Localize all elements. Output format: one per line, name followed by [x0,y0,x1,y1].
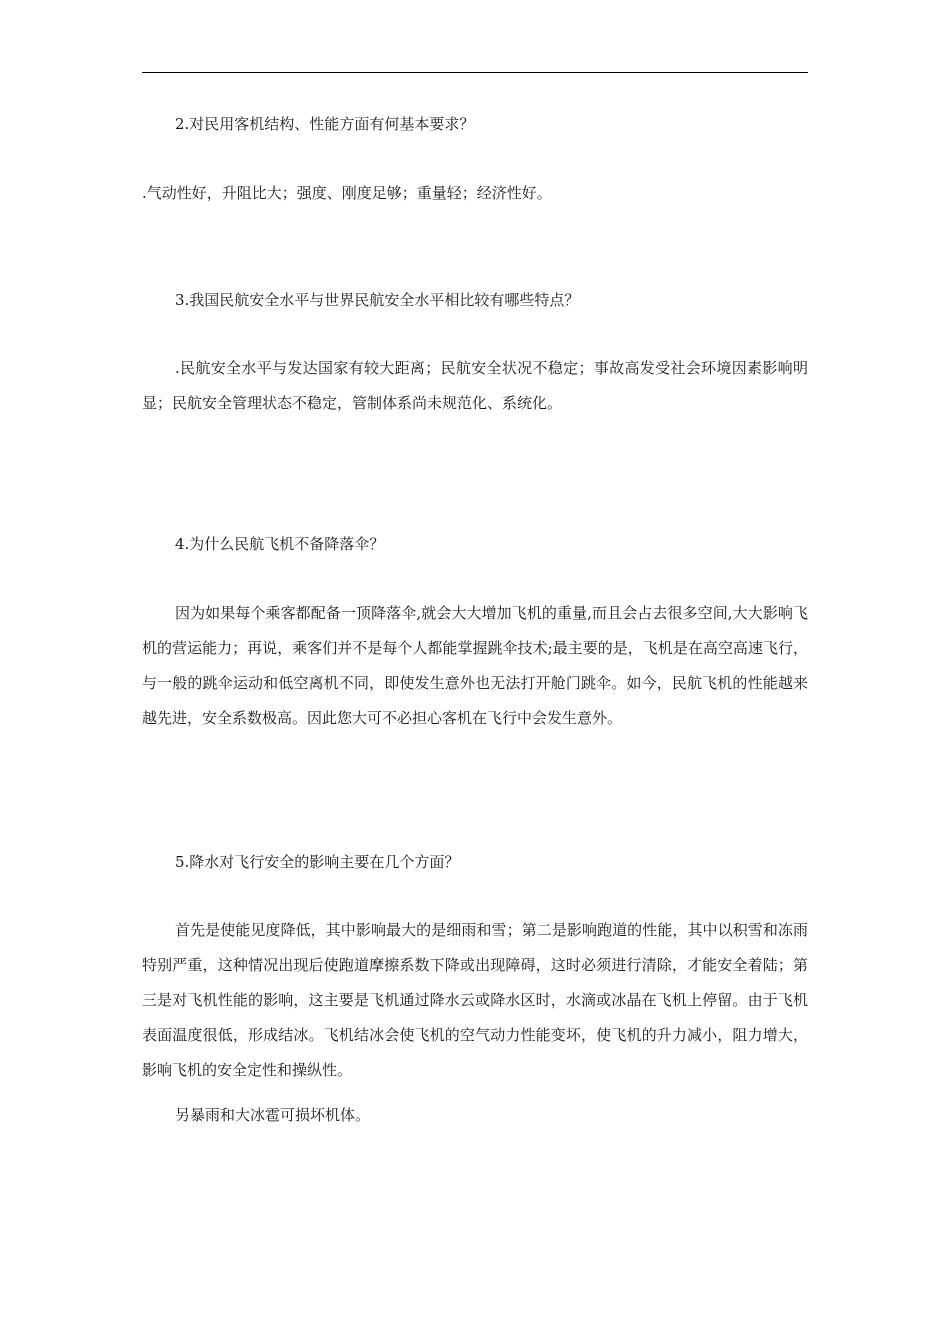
question-2: 2.对民用客机结构、性能方面有何基本要求？ [175,115,475,133]
answer-3: .民航安全水平与发达国家有较大距离；民航安全状况不稳定；事故高发受社会环境因素影响明显；民航安全管理状态不稳定，管制体系尚未规范化、系统化。 [142,359,808,412]
answer-5-extra: 另暴雨和大冰雹可损坏机体。 [175,1106,371,1124]
answer-4: 因为如果每个乘客都配备一顶降落伞,就会大大增加飞机的重量,而且会占去很多空间,大大影响飞机的营运能力；再说，乘客们并不是每个人都能掌握跳伞技术;最主要的是，飞机是在高空高速飞行，与一般的跳伞运动和低空离机不同，即使发生意外也无法打开舱门跳伞。如今，民航飞机的性能越来越先进，安全系数极高。因此您大可不必担心客机在飞行中会发生意外。 [142,604,808,727]
answer-2: .气动性好，升阻比大；强度、刚度足够；重量轻；经济性好。 [142,184,552,202]
header-rule [142,72,808,73]
answer-5: 首先是使能见度降低，其中影响最大的是细雨和雪；第二是影响跑道的性能，其中以积雪和冻雨特别严重，这种情况出现后使跑道摩擦系数下降或出现障碍，这时必须进行清除，才能安全着陆；第三是对飞机性能的影响，这主要是飞机通过降水云或降水区时，水滴或冰晶在飞机上停留。由于飞机表面温度很低，形成结冰。飞机结冰会使飞机的空气动力性能变坏，使飞机的升力减小，阻力增大，影响飞机的安全定性和操纵性。 [142,921,808,1079]
question-5: 5.降水对飞行安全的影响主要在几个方面？ [175,853,460,871]
question-4: 4.为什么民航飞机不备降落伞？ [175,535,385,553]
question-3: 3.我国民航安全水平与世界民航安全水平相比较有哪些特点？ [175,291,580,309]
